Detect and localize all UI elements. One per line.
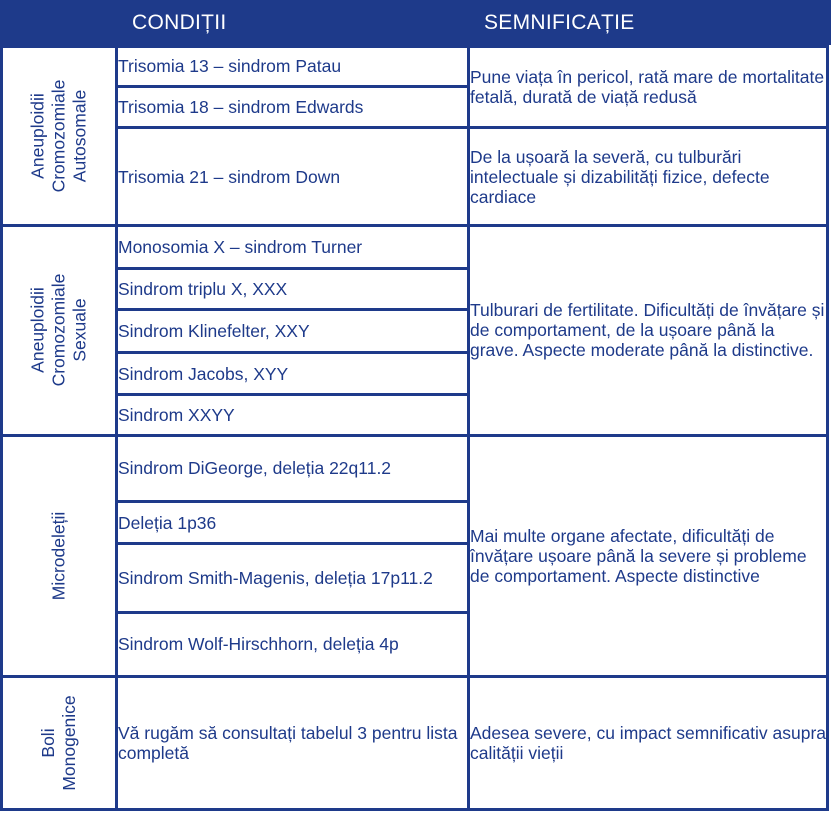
significance-cell: Mai multe organe afectate, dificultăți de învățare ușoare până la severe și probleme de comportament. Aspecte distinctive xyxy=(469,435,828,676)
table-row xyxy=(2,226,828,269)
table-row xyxy=(2,676,828,809)
significance-cell: Adesea severe, cu impact semnificativ asupra calității vieții xyxy=(469,676,828,809)
condition-cell: Deleția 1p36 xyxy=(117,501,469,544)
category-cell-sexual xyxy=(2,226,117,436)
category-label: Boli Monogenice xyxy=(38,695,79,791)
condition-cell: Sindrom Jacobs, XYY xyxy=(117,353,469,395)
condition-cell: Trisomia 13 – sindrom Patau xyxy=(117,47,469,87)
category-label: Aneuploidii Cromozomiale Sexuale xyxy=(27,273,90,387)
condition-cell: Trisomia 21 – sindrom Down xyxy=(117,128,469,226)
table-row xyxy=(2,128,828,226)
category-label: Aneuploidii Cromozomiale Autosomale xyxy=(27,79,90,193)
conditions-table xyxy=(0,45,829,811)
significance-cell: De la ușoară la severă, cu tulburări intelectuale și dizabilități fizice, defecte cardiace xyxy=(469,128,828,226)
category-cell-microdeletions xyxy=(2,435,117,676)
category-label: Microdeleții xyxy=(48,511,69,600)
condition-cell: Monosomia X – sindrom Turner xyxy=(117,226,469,269)
table-header xyxy=(0,0,831,45)
category-cell-monogenic xyxy=(2,676,117,809)
condition-cell: Sindrom DiGeorge, deleția 22q11.2 xyxy=(117,435,469,501)
condition-cell: Sindrom Klinefelter, XXY xyxy=(117,310,469,353)
table-row xyxy=(2,47,828,87)
condition-cell: Sindrom Smith-Magenis, deleția 17p11.2 xyxy=(117,544,469,612)
header-conditions: CONDIȚII xyxy=(132,11,227,34)
condition-cell: Sindrom triplu X, XXX xyxy=(117,268,469,310)
significance-cell: Tulburari de fertilitate. Dificultăți de învățare și de comportament, de la ușoare până la grave. Aspecte moderate până la distinctive. xyxy=(469,226,828,436)
table-row xyxy=(2,435,828,501)
condition-cell: Sindrom Wolf-Hirschhorn, deleția 4p xyxy=(117,612,469,676)
significance-cell: Pune viața în pericol, rată mare de mortalitate fetală, durată de viață redusă xyxy=(469,47,828,128)
condition-cell: Vă rugăm să consultați tabelul 3 pentru lista completă xyxy=(117,676,469,809)
category-cell-autosomal xyxy=(2,47,117,226)
condition-cell: Trisomia 18 – sindrom Edwards xyxy=(117,86,469,128)
header-significance: SEMNIFICAȚIE xyxy=(484,11,635,34)
condition-cell: Sindrom XXYY xyxy=(117,394,469,435)
